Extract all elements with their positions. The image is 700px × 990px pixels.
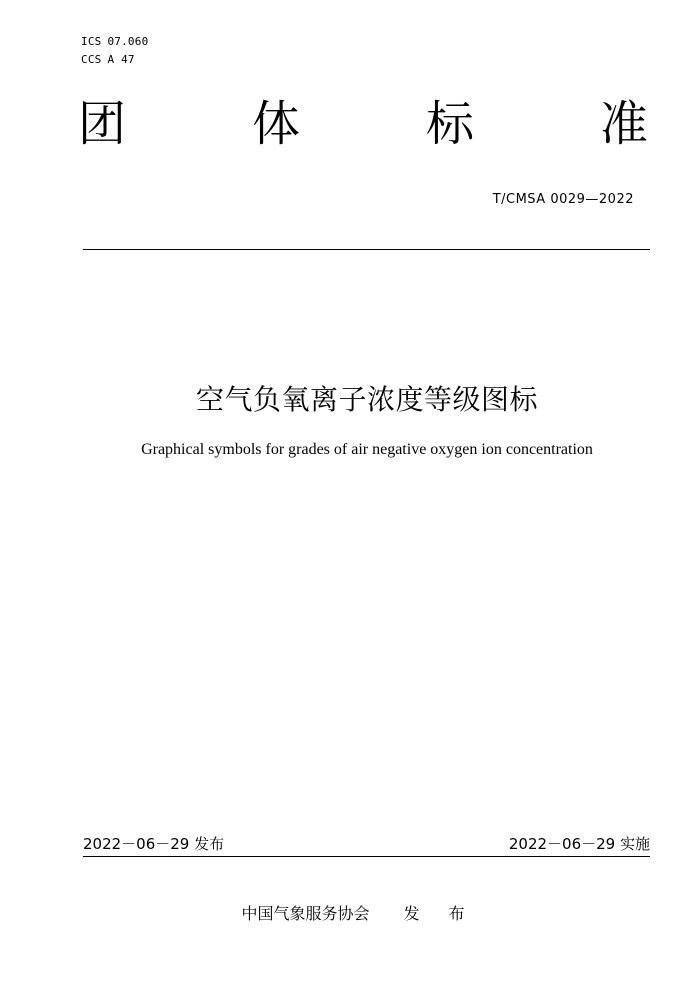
- heading-char-2: 体: [251, 96, 300, 152]
- ics-classification: [81, 35, 148, 48]
- publisher-name: 中国气象服务协会: [241, 904, 370, 923]
- ccs-classification: [81, 53, 135, 66]
- document-title-en: Graphical symbols for grades of air negative oxygen ion concentration: [141, 441, 593, 458]
- publisher-action: 发 布: [403, 904, 477, 923]
- heading-char-4: 准: [599, 96, 648, 152]
- document-title-zh: 空气负氧离子浓度等级图标: [195, 383, 538, 416]
- top-divider: [83, 249, 650, 250]
- implement-date: 2022－06－29 实施: [508, 835, 650, 853]
- ics-label: ICS: [81, 35, 102, 48]
- ccs-code: A 47: [107, 53, 135, 66]
- bottom-divider: [83, 856, 650, 857]
- publisher-line: [0, 903, 700, 925]
- publish-date: 2022－06－29 发布: [83, 835, 225, 853]
- heading-char-3: 标: [425, 96, 474, 152]
- ics-code: 07.060: [107, 35, 149, 48]
- standard-code: T/CMSA 0029—2022: [492, 192, 634, 207]
- ccs-label: CCS: [81, 53, 102, 66]
- heading-char-1: 团: [78, 96, 127, 152]
- group-standard-heading: [78, 96, 648, 152]
